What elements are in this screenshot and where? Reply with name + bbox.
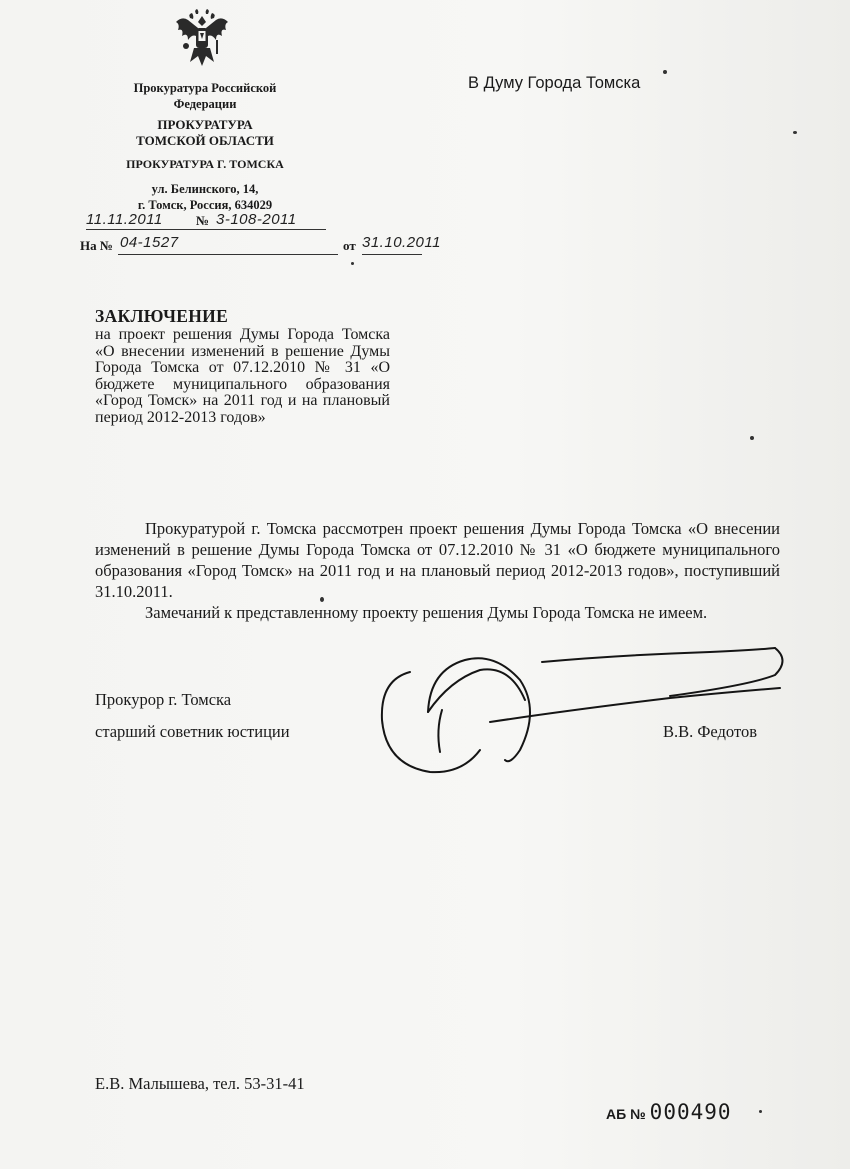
- regional-agency: [110, 117, 300, 149]
- document-title: ЗАКЛЮЧЕНИЕ: [95, 306, 229, 326]
- agency-address: [110, 181, 300, 213]
- agency-line-3: ПРОКУРАТУРА: [157, 117, 253, 132]
- registration-number: 3-108-2011: [216, 211, 297, 228]
- serial-number: [606, 1100, 732, 1124]
- body-paragraph-2: Замечаний к представленному проекту решения Думы Города Томска не имеем.: [145, 603, 708, 622]
- scan-speck: [351, 262, 354, 265]
- reply-number-label: На №: [80, 238, 113, 253]
- agency-line-2: Федерации: [173, 97, 237, 111]
- scan-speck: [663, 70, 667, 74]
- scan-speck: [750, 436, 754, 440]
- signer-position-1: Прокурор г. Томска: [95, 690, 232, 709]
- agency-line-4: ТОМСКОЙ ОБЛАСТИ: [136, 133, 274, 148]
- serial-label: АБ №: [606, 1106, 646, 1122]
- scan-speck: [793, 131, 797, 134]
- reply-number: 04-1527: [120, 234, 179, 251]
- serial-value: 000490: [649, 1100, 732, 1124]
- agency-line-1: Прокуратура Российской: [133, 81, 277, 95]
- scan-speck: [320, 597, 324, 602]
- addressee: В Думу Города Томска: [468, 74, 641, 92]
- address-line-2: г. Томск, Россия, 634029: [137, 198, 273, 212]
- registration-line: [86, 211, 326, 233]
- city-agency: ПРОКУРАТУРА Г. ТОМСКА: [126, 157, 284, 171]
- reply-date-label: от: [343, 238, 356, 253]
- document-body: [95, 518, 780, 623]
- scan-speck: [759, 1110, 762, 1113]
- reply-reference-line: [80, 234, 441, 256]
- executor-contact: Е.В. Малышева, тел. 53-31-41: [95, 1074, 305, 1093]
- double-headed-eagle-emblem: [168, 6, 236, 74]
- agency-name: [110, 80, 300, 112]
- registration-underline: [86, 229, 326, 230]
- reply-date: 31.10.2011: [362, 234, 441, 251]
- address-line-1: ул. Белинского, 14,: [151, 182, 259, 196]
- registration-date: 11.11.2011: [86, 211, 163, 228]
- document-subtitle: на проект решения Думы Города Томска «О внесении изменений в решение Думы Города Томска от 07.12.2010 № 31 «О бюджете муниципального образования «Город Томск» на 2011 год и на плановый период 2012-2013 годов»: [95, 326, 390, 426]
- reply-date-underline: [362, 254, 422, 255]
- handwritten-signature: [370, 640, 790, 780]
- signer-position-2: старший советник юстиции: [95, 722, 290, 741]
- signer-name: В.В. Федотов: [663, 722, 757, 741]
- registration-number-label: №: [196, 213, 210, 228]
- reply-number-underline: [118, 254, 338, 255]
- body-paragraph-1: Прокуратурой г. Томска рассмотрен проект решения Думы Города Томска «О внесении изменений в решение Думы Города Томска от 07.12.2010 № 31 «О бюджете муниципального образования «Город Томск» на 2011 год и на плановый период 2012-2013 годов», поступивший 31.10.2011.: [95, 519, 780, 601]
